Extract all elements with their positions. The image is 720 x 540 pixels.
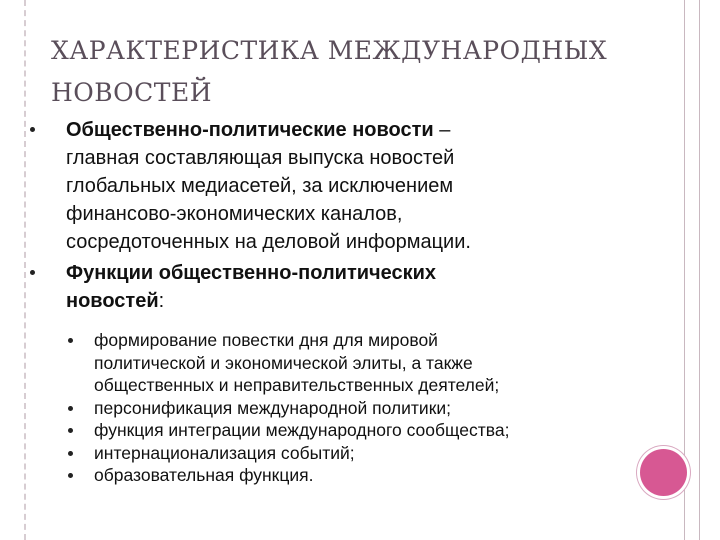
bullet-dot-icon [68, 338, 73, 343]
sub-item-agenda [66, 329, 596, 397]
bullet-dot-icon [68, 406, 73, 411]
bullet-bold-heading-line-2: новостей [66, 290, 159, 312]
bullet-line-rest: – [433, 119, 451, 141]
slide-title [51, 30, 651, 114]
slide-title-line-1: ХАРАКТЕРИСТИКА МЕЖДУНАРОДНЫХ [51, 36, 608, 65]
bullet-dot-icon [30, 270, 35, 275]
sub-item-integration [66, 419, 596, 442]
bullet-heading-suffix: : [158, 290, 165, 312]
decorative-circle-badge [640, 449, 687, 496]
slide-title-line-2: НОВОСТЕЙ [51, 78, 213, 107]
bullet-dot-icon [68, 428, 73, 433]
bullet-line [66, 116, 590, 144]
sub-item-line: интернационализация событий; [94, 442, 355, 463]
sub-item-line: формирование повестки дня для мировой [94, 330, 438, 350]
main-bullet-list [30, 116, 590, 487]
bullet-item-news-definition [30, 116, 590, 256]
bullet-line: главная составляющая выпуска новостей [66, 147, 455, 169]
bullet-dot-icon [68, 451, 73, 456]
sub-item-educational [66, 464, 596, 487]
sub-item-internationalization [66, 442, 596, 465]
bullet-item-news-functions [30, 259, 590, 487]
bullet-dot-icon [30, 127, 35, 132]
sub-item-line: персонификация международной политики; [94, 397, 451, 418]
sub-item-line: политической и экономической элиты, а также [94, 352, 473, 373]
bullet-dot-icon [68, 473, 73, 478]
right-decorative-rule [684, 0, 700, 540]
bullet-line: глобальных медиасетей, за исключением [66, 175, 454, 197]
bullet-line: финансово-экономических каналов, [66, 203, 403, 225]
bullet-line: сосредоточенных на деловой информации. [66, 231, 471, 253]
sub-item-personification [66, 397, 596, 420]
sub-item-line: образовательная функция. [94, 465, 314, 485]
sub-item-line: общественных и неправительственных деятелей; [94, 375, 500, 395]
left-decorative-rule [24, 0, 26, 540]
bullet-bold-heading-line-1: Функции общественно-политических [66, 262, 437, 284]
functions-sub-list [66, 329, 596, 487]
bullet-heading-line-2 [66, 287, 590, 315]
sub-item-line: функция интеграции международного сообщества; [94, 420, 510, 440]
bullet-bold-term: Общественно-политические новости [66, 119, 434, 141]
